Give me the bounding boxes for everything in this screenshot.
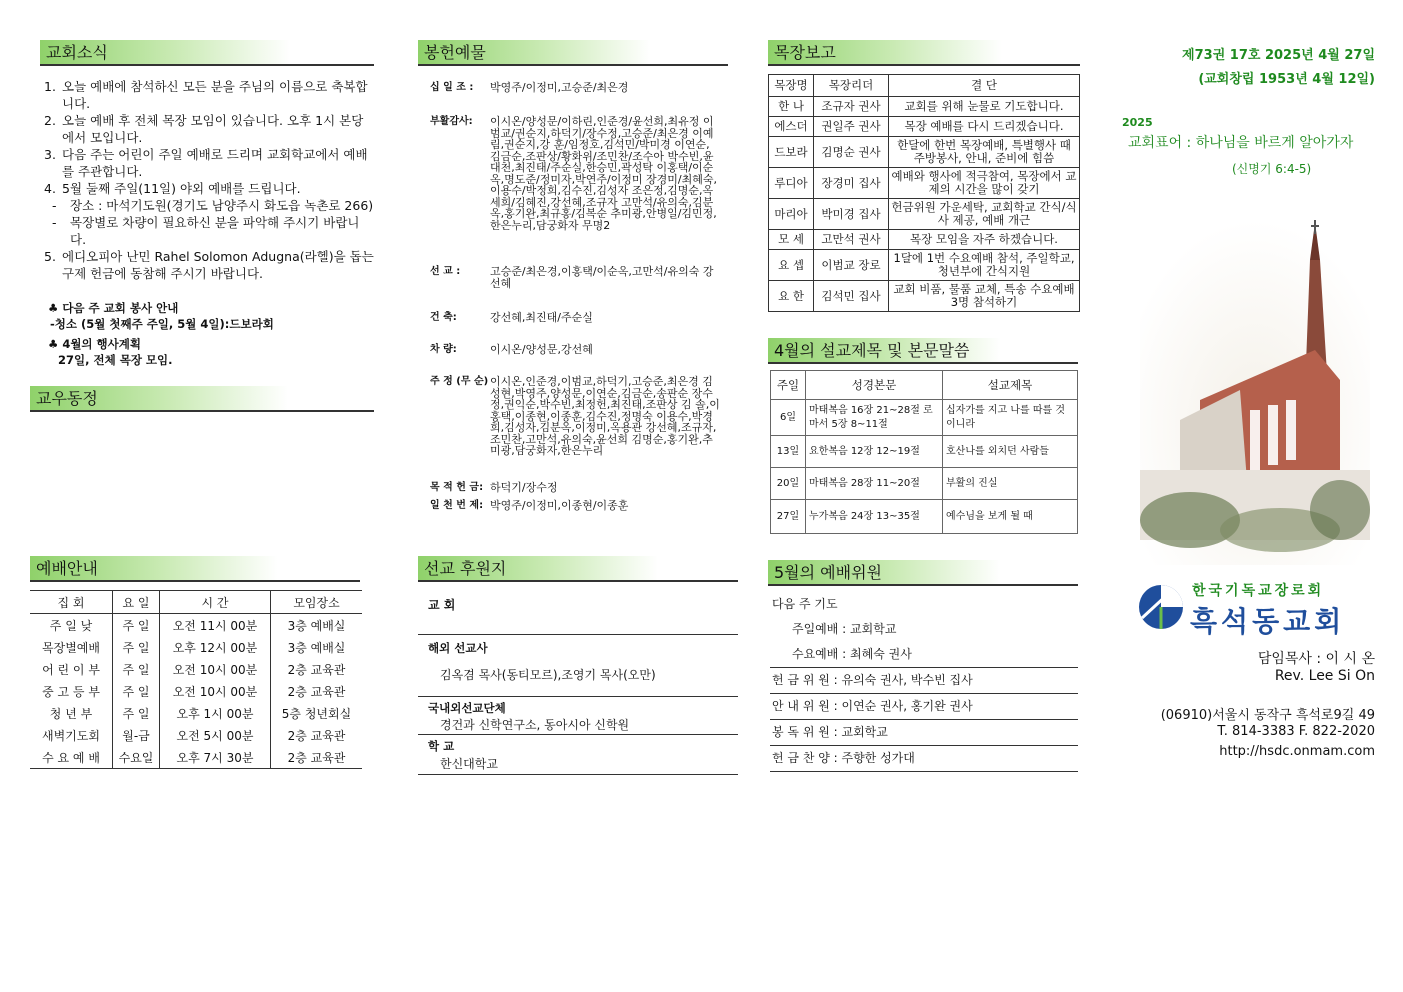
list-item: 수요예배 : 최혜숙 권사 (770, 642, 1078, 668)
table-row: 요 셉 이범교 장로 1달에 1번 수요예배 참석, 주일학교, 청년부에 간식지원 (769, 250, 1080, 281)
sermons-table (770, 370, 1078, 534)
table-row: 수 요 예 배 수요일 오후 7시 30분 2층 교육관 (30, 746, 362, 769)
missions-overseas: 해외 선교사 김옥겸 목사(동티모르),조영기 목사(오만) (418, 640, 738, 697)
offering-row: 부활감사: 이시온/양성문/이하린,인준경/윤선희,최유정 이범교/권순지,하덕기/장수정,고승준/최은경 이예림,권순지,강 훈/임정호,김석민/박미경 이연순,김금순,조판상/황화위/조민찬/조수아 박수빈,윤대천,최진태/주순실,한승민,곽성탁 이홍택/이순옥,명도준/정미자,박연주/이정미 장경미/최혜숙,이용수/박정희,김수진,김성자 조은정,김명순,옥세희/김혜진,강선혜,조규자 고만석/유의숙,김분옥,홍기완,최규홍/김복순 추미광,안병일/김민정,한은누리,담궁화자 무명2 (430, 115, 717, 232)
church-motto: 교회표어 : 하나님을 바르게 알아가자 (1128, 135, 1354, 151)
service-title: ♣ 다음 주 교회 봉사 안내 (48, 301, 179, 315)
list-item: 헌 금 위 원 : 유의숙 권사, 박수빈 집사 (770, 668, 1078, 694)
offering-row: 일 천 번 제: 박영주/이정미,이종현/이종훈 (430, 499, 629, 512)
table-row: 요 한 김석민 집사 교회 비품, 물품 교체, 특송 수요예배 3명 참석하기 (769, 281, 1080, 312)
table-header-row: 주일 성경본문 설교제목 (771, 371, 1078, 400)
table-row: 모 세 고만석 권사 목장 모임을 자주 하겠습니다. (769, 230, 1080, 250)
event-title: ♣ 4월의 행사계획 (48, 337, 141, 351)
table-row: 드보라 김명순 권사 한달에 한번 목장예배, 특별행사 때 주방봉사, 안내, 준비에 힘씀 (769, 137, 1080, 168)
table-row: 에스더 권일주 권사 목장 예배를 다시 드리겠습니다. (769, 117, 1080, 137)
table-row: 20일 마태복음 28장 11~20절 부활의 진실 (771, 468, 1078, 500)
list-item: 다음 주 기도 (772, 597, 838, 611)
table-row: 주 일 낮 주 일 오전 11시 00분 3층 예배실 (30, 614, 362, 637)
motto-verse: (신명기 6:4-5) (1232, 162, 1312, 176)
news-list (44, 78, 374, 282)
offering-row: 차 량: 이시온/양성문,강선혜 (430, 343, 593, 356)
missions-heading: 선교 후원지 (418, 556, 738, 582)
offering-row: 목 적 헌 금: 하덕기/장수정 (430, 481, 558, 494)
offering-row: 주 정 (무 순) 이시온,인준경,이범교,하덕기,고승준,최은경 김성현,박영주,양성문,이연순,김금순,송판순 장수정,권익순,박수빈,최정헌,최진태,조판상 김 솔,이홍택,이종현,이종훈,김수진,정명숙 이용수,박경희,김성자,김분옥,이정미,옥용관 강선혜,조규자,조민찬,고만석,유의숙,윤선희 김명순,홍기완,추미광,담궁화자,한은누리 (430, 375, 720, 457)
news-item: 2. 오늘 예배 후 전체 목장 모임이 있습니다. 오후 1시 본당에서 모입니다. (44, 113, 364, 145)
church-building-image (1140, 220, 1370, 565)
list-item: 봉 독 위 원 : 교회학교 (770, 720, 1078, 746)
table-row: 새벽기도회 월-금 오전 5시 00분 2층 교육관 (30, 724, 362, 746)
table-row: 중 고 등 부 주 일 오전 10시 00분 2층 교육관 (30, 680, 362, 702)
table-row: 13일 요한복음 12장 12~19절 호산나를 외치던 사람들 (771, 436, 1078, 468)
news-item: 3. 다음 주는 어린이 주일 예배로 드리며 교회학교에서 예배를 주관합니다. (44, 147, 368, 179)
sermons-heading: 4월의 설교제목 및 본문말씀 (768, 338, 1078, 364)
list-item: 안 내 위 원 : 이연순 권사, 홍기완 권사 (770, 694, 1078, 720)
church-phone: T. 814-3383 F. 822-2020 (1217, 724, 1375, 739)
table-row: 6일 마태복음 16장 21~28절 로마서 5장 8~11절 십자가를 지고 나를 따를 것이니라 (771, 400, 1078, 436)
service-text: -청소 (5월 첫째주 주일, 5월 4일):드보라회 (50, 317, 274, 331)
offering-row: 선 교 : 고승준/최은경,이홍택/이순옥,고만석/유의숙 강선혜 (430, 265, 714, 290)
table-header-row: 목장명 목장리더 결 단 (769, 75, 1080, 97)
list-item: 주일예배 : 교회학교 (792, 622, 897, 636)
news-subitem: - 장소 : 마석기도원(경기도 남양주시 화도읍 녹촌로 266) (52, 198, 374, 213)
founded-line: (교회창립 1953년 4월 12일) (1198, 72, 1375, 87)
table-row: 마리아 박미경 집사 헌금위원 가운세탁, 교회학교 간식/식사 제공, 예배 개근 (769, 199, 1080, 230)
church-name: 흑석동교회 (1190, 605, 1346, 638)
list-item: 헌 금 찬 양 : 주향한 성가대 (770, 746, 1078, 772)
motto-year: 2025 (1122, 116, 1153, 129)
news-heading: 교회소식 (40, 40, 374, 66)
pastor-name: 담임목사 : 이 시 온 (1257, 651, 1375, 667)
worship-heading: 예배안내 (30, 556, 360, 582)
member-news-heading: 교우동정 (30, 386, 374, 412)
may-worship-heading: 5월의 예배위원 (768, 560, 1078, 586)
offering-row: 십 일 조 : 박영주/이정미,고승준/최은경 (430, 81, 629, 94)
event-text: 27일, 전체 목장 모임. (58, 353, 173, 367)
table-row: 27일 누가복음 24장 13~35절 예수님을 보게 될 때 (771, 500, 1078, 534)
news-item: 4. 5월 둘째 주일(11일) 야외 예배를 드립니다. (44, 181, 301, 196)
news-item: 1. 오늘 예배에 참석하신 모든 분을 주님의 이름으로 축복합니다. (44, 79, 368, 111)
church-url[interactable]: http://hsdc.onmam.com (1219, 744, 1375, 759)
table-row: 한 나 조규자 권사 교회를 위해 눈물로 기도합니다. (769, 97, 1080, 117)
church-address: (06910)서울시 동작구 흑석로9길 49 (1160, 708, 1375, 723)
table-header-row: 집 회 요 일 시 간 모임장소 (30, 591, 362, 614)
table-row: 목장별예배 주 일 오후 12시 00분 3층 예배실 (30, 636, 362, 658)
denomination: 한국기독교장로회 (1192, 583, 1325, 599)
table-row: 어 린 이 부 주 일 오전 10시 00분 2층 교육관 (30, 658, 362, 680)
worship-table (30, 590, 362, 769)
news-subitem: - 목장별로 차량이 필요하신 분을 파악해 주시기 바랍니다. (52, 215, 360, 247)
offering-heading: 봉헌예물 (418, 40, 728, 66)
leaders-table (768, 74, 1080, 312)
table-row: 청 년 부 주 일 오후 1시 00분 5층 청년회실 (30, 702, 362, 724)
church-logo-icon (1138, 584, 1184, 630)
issue-line: 제73권 17호 2025년 4월 27일 (1182, 48, 1375, 63)
offering-row: 건 축: 강선혜,최진태/주순실 (430, 311, 593, 324)
missions-school: 학 교 한신대학교 (418, 738, 738, 775)
pastor-name-en: Rev. Lee Si On (1274, 668, 1375, 684)
may-worship-list (770, 592, 1078, 772)
news-item: 5. 에디오피아 난민 Rahel Solomon Adugna(라헬)을 돕는 구제 헌금에 동참해 주시기 바랍니다. (44, 249, 374, 281)
table-row: 루디아 장경미 집사 예배와 행사에 적극참여, 목장에서 교제의 시간을 많이 갖기 (769, 168, 1080, 199)
leaders-heading: 목장보고 (768, 40, 1080, 66)
missions-church: 교 회 (418, 596, 738, 634)
missions-domestic: 국내외선교단체 경건과 신학연구소, 동아시아 신학원 (418, 700, 738, 735)
